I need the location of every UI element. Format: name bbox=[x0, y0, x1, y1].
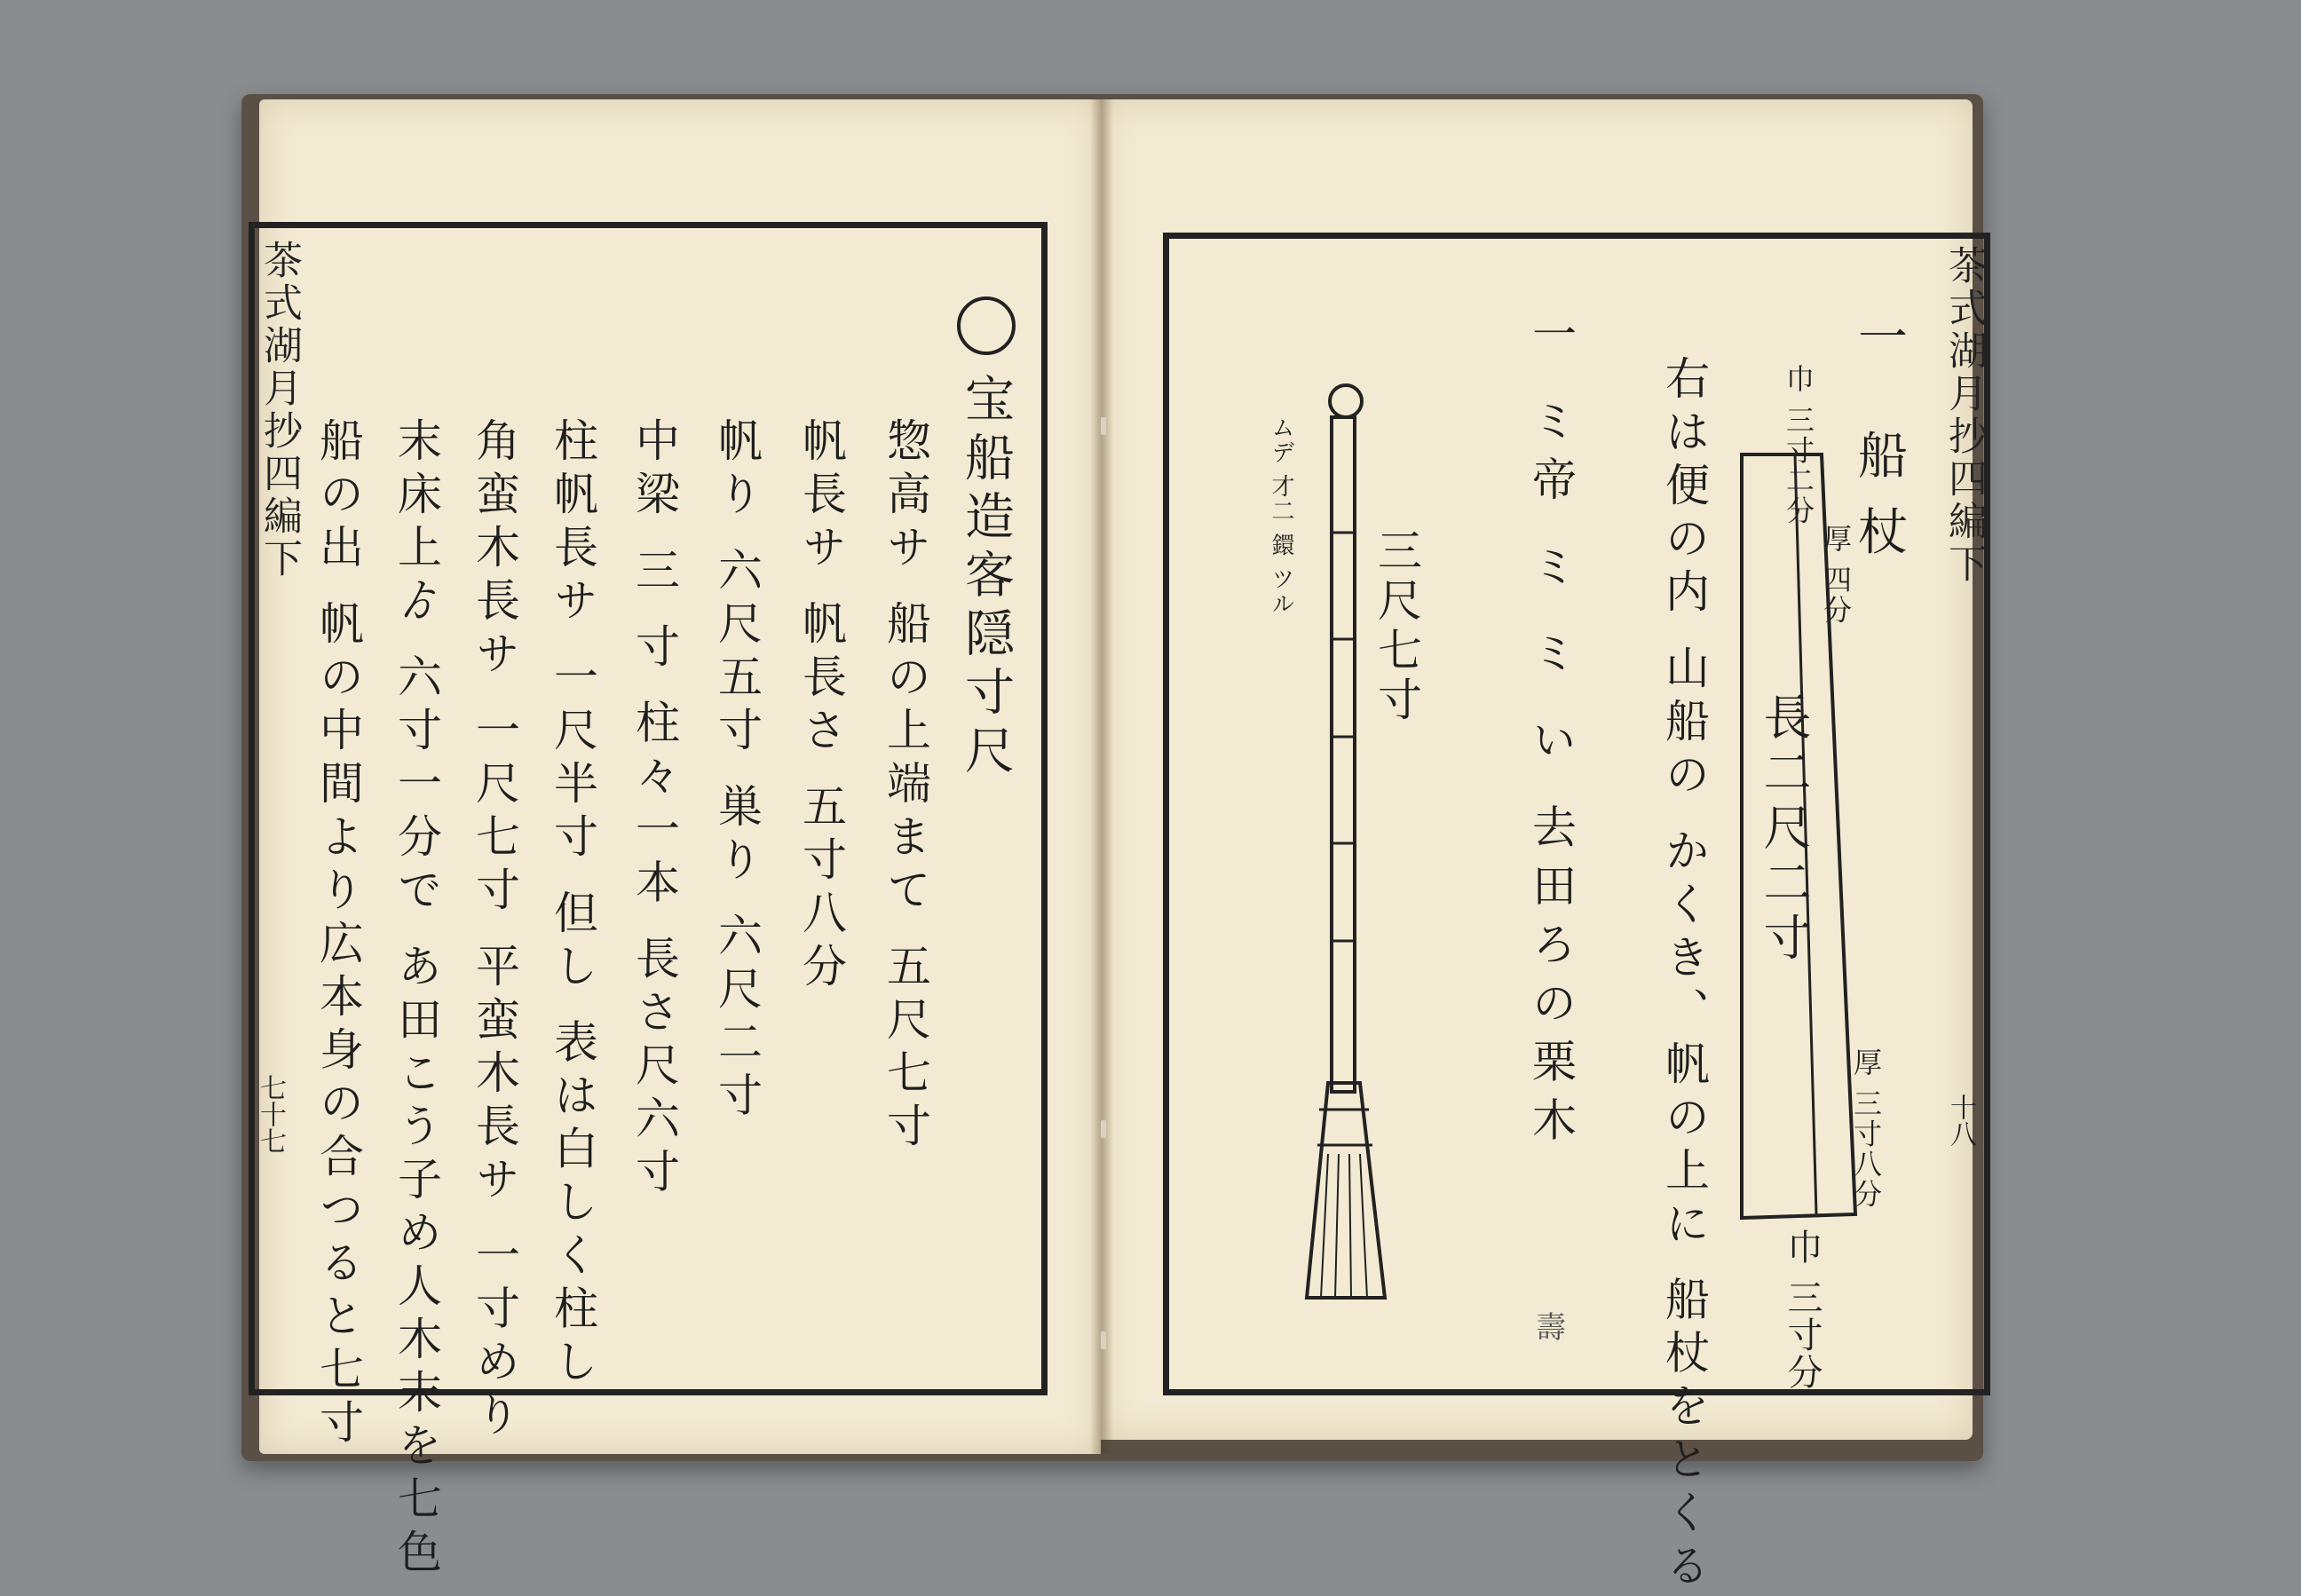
left-folio: 七十七 bbox=[255, 1074, 286, 1154]
right-folio: 十八 bbox=[1945, 1094, 1976, 1147]
right-column-1: 右は便の内 山船の かくき、帆の上に 船杖をとくる bbox=[1658, 355, 1710, 1596]
plank-thickness-bottom: 厚 三寸八分 bbox=[1849, 1047, 1883, 1210]
pole-side-label: ムデ 才二 鐶 ツル bbox=[1268, 415, 1294, 617]
right-column-2: 一 ミ帝 ミ ミ い 去田ろの栗木 bbox=[1525, 311, 1577, 1156]
left-spine-title: 茶式湖月抄四編下 bbox=[257, 240, 302, 581]
right-heading: 一 船杖 bbox=[1850, 311, 1908, 582]
plank-bottom-label: 巾 三寸分 bbox=[1782, 1229, 1823, 1391]
plank-length-label: 長二尺二寸 bbox=[1756, 692, 1812, 968]
left-column-8: 船の出 帆の中間より広本身の合つると七寸 bbox=[312, 417, 364, 1452]
left-column-4: 中梁 三 寸 柱々一本 長さ尺六寸 bbox=[629, 417, 680, 1202]
left-column-2: 帆長サ 帆長さ 五寸八分 bbox=[795, 417, 847, 996]
left-column-1: 惣高サ 船の上端まて 五尺七寸 bbox=[880, 417, 931, 1156]
pole-length-label: 三尺七寸 bbox=[1371, 527, 1422, 726]
left-column-7: 末床上ゟ 六寸一分で あ田こう子め人木末を七色 bbox=[391, 417, 442, 1582]
left-column-6: 角蛮木長サ 一尺七寸 平蛮木長サ 一寸めり bbox=[469, 417, 520, 1445]
left-heading: 宝船造客隠寸尺 bbox=[957, 373, 1015, 783]
left-column-3: 帆り 六尺五寸 巣り 六尺二寸 bbox=[711, 417, 763, 1126]
plank-thickness-top: 厚 四分 bbox=[1819, 524, 1853, 626]
printer-seal: 壽 bbox=[1536, 1310, 1566, 1346]
left-column-5: 柱帆長サ 一尺半寸 但し 表は白しく柱し bbox=[547, 417, 598, 1392]
right-spine-title: 茶式湖月抄四編下 bbox=[1941, 245, 1987, 586]
plank-top-label: 巾 三寸二分 bbox=[1782, 364, 1815, 526]
